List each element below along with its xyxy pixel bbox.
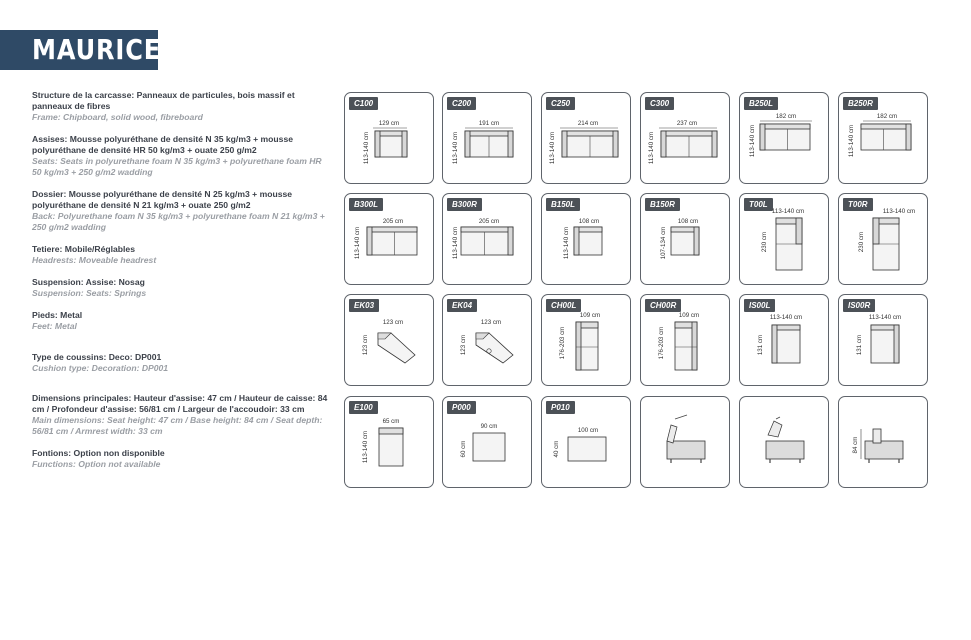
depth-label: 113-140 cm <box>363 131 370 165</box>
module-drawing <box>443 93 531 183</box>
module-drawing <box>345 194 433 284</box>
island-plan <box>772 325 800 363</box>
module-drawing <box>641 295 729 385</box>
module-card-ch00r <box>640 294 730 386</box>
width-label: 113-140 cm <box>882 208 916 215</box>
width-label: 237 cm <box>676 120 698 127</box>
spec-fr: Pieds: Metal <box>32 310 83 320</box>
module-drawing <box>542 397 630 487</box>
module-code-tag: B150L <box>546 198 580 211</box>
module-code-tag: C300 <box>645 97 674 110</box>
width-label: 113-140 cm <box>868 314 902 321</box>
width-label: 108 cm <box>677 218 699 225</box>
sofa-plan <box>465 131 513 157</box>
depth-label: 131 cm <box>856 334 863 356</box>
module-card-b300r <box>442 193 532 285</box>
depth-label: 113-140 cm <box>354 226 361 260</box>
spec-en: Suspension: Seats: Springs <box>32 288 147 298</box>
height-label: 84 cm <box>852 436 859 454</box>
sofa-plan <box>367 227 417 255</box>
spec-back <box>32 189 332 233</box>
sofa-plan <box>760 124 810 150</box>
module-card-t00l <box>739 193 829 285</box>
depth-label: 60 cm <box>460 440 467 458</box>
spec-fr: Tetiere: Mobile/Réglables <box>32 244 135 254</box>
module-code-tag: EK04 <box>447 299 477 312</box>
module-code-tag: C250 <box>546 97 575 110</box>
spec-frame <box>32 90 332 123</box>
spec-dimensions <box>32 393 332 437</box>
module-drawing <box>740 295 828 385</box>
side-view-card <box>640 396 730 488</box>
depth-label: 230 cm <box>858 231 865 253</box>
module-card-ch00l <box>541 294 631 386</box>
corner-wedge-plan <box>378 333 415 363</box>
width-label: 191 cm <box>478 120 500 127</box>
sofa-plan <box>461 227 513 255</box>
depth-label: 107-134 cm <box>660 226 667 260</box>
depth-label: 176-203 cm <box>658 326 665 360</box>
module-drawing <box>641 194 729 284</box>
side-profile <box>861 429 903 463</box>
module-card-t00r <box>838 193 928 285</box>
width-label: 182 cm <box>876 113 898 120</box>
width-label: 205 cm <box>382 218 404 225</box>
spec-fr: Fontions: Option non disponible <box>32 448 165 458</box>
module-code-tag: P010 <box>546 401 575 414</box>
module-card-ek04 <box>442 294 532 386</box>
spec-en: Cushion type: Decoration: DP001 <box>32 363 169 373</box>
corner-plan <box>776 218 802 270</box>
width-label: 113-140 cm <box>771 208 805 215</box>
brand-title-bar <box>0 30 162 70</box>
spec-en: Feet: Metal <box>32 321 77 331</box>
module-code-tag: IS00L <box>744 299 775 312</box>
sofa-plan <box>861 124 911 150</box>
spec-headrest <box>32 244 332 266</box>
sofa-plan <box>375 131 407 157</box>
headrest-line <box>675 415 687 419</box>
side-view-drawing <box>839 397 927 487</box>
depth-label: 113-140 cm <box>749 124 756 158</box>
chaise-plan <box>675 322 697 370</box>
module-code-tag: B250L <box>744 97 778 110</box>
depth-label: 113-140 cm <box>648 131 655 165</box>
spec-en: Seats: Seats in polyurethane foam N 35 kg/m3 + polyurethane foam HR 50 kg/m3 + 250 g/m2 wadding <box>32 156 322 177</box>
side-view-drawing <box>641 397 729 487</box>
width-label: 109 cm <box>678 312 700 319</box>
depth-label: 113-140 cm <box>549 131 556 165</box>
module-card-is00r <box>838 294 928 386</box>
module-card-e100 <box>344 396 434 488</box>
width-label: 65 cm <box>382 418 400 425</box>
spec-en: Frame: Chipboard, solid wood, fibreboard <box>32 112 203 122</box>
spec-fr: Type de coussins: Deco: DP001 <box>32 352 162 362</box>
module-drawing <box>641 93 729 183</box>
module-card-b250l <box>739 92 829 184</box>
headrest-line <box>776 417 780 419</box>
module-drawing <box>839 93 927 183</box>
island-plan <box>871 325 899 363</box>
module-code-tag: B250R <box>843 97 878 110</box>
module-drawing <box>345 397 433 487</box>
spec-suspension <box>32 277 332 299</box>
module-card-c200 <box>442 92 532 184</box>
spec-en: Headrests: Moveable headrest <box>32 255 157 265</box>
module-drawing <box>443 397 531 487</box>
module-code-tag: E100 <box>349 401 378 414</box>
module-card-b300l <box>344 193 434 285</box>
depth-label: 131 cm <box>757 334 764 356</box>
width-label: 129 cm <box>378 120 400 127</box>
module-code-tag: C100 <box>349 97 378 110</box>
chaise-plan <box>576 322 598 370</box>
spec-seats <box>32 134 332 178</box>
module-drawing <box>740 93 828 183</box>
depth-label: 113-140 cm <box>848 124 855 158</box>
side-view-drawing <box>740 397 828 487</box>
width-label: 109 cm <box>579 312 601 319</box>
module-drawing <box>839 194 927 284</box>
module-code-tag: CH00R <box>645 299 681 312</box>
width-label: 90 cm <box>480 423 498 430</box>
depth-label: 176-203 cm <box>559 326 566 360</box>
sofa-plan <box>671 227 699 255</box>
module-card-p000 <box>442 396 532 488</box>
depth-label: 113-140 cm <box>563 226 570 260</box>
module-drawing <box>345 295 433 385</box>
module-code-tag: C200 <box>447 97 476 110</box>
spec-en: Main dimensions: Seat height: 47 cm / Base height: 84 cm / Seat depth: 56/81 cm / Armrest width: 33 cm <box>32 415 323 436</box>
module-card-p010 <box>541 396 631 488</box>
width-label: 123 cm <box>382 319 404 326</box>
pouf-plan <box>473 433 505 461</box>
width-label: 113-140 cm <box>769 314 803 321</box>
spec-fr: Assises: Mousse polyuréthane de densité N 35 kg/m3 + mousse polyuréthane de densité HR 50 kg/m3 + ouate 250 g/m2 <box>32 134 294 155</box>
depth-label: 123 cm <box>460 334 467 356</box>
table-plan <box>568 437 606 461</box>
depth-label: 40 cm <box>553 440 560 458</box>
spec-cushion <box>32 352 332 374</box>
module-drawing <box>542 295 630 385</box>
spec-en: Functions: Option not available <box>32 459 161 469</box>
spec-fr: Structure de la carcasse: Panneaux de particules, bois massif et panneaux de fibres <box>32 90 295 111</box>
module-drawing <box>542 93 630 183</box>
module-drawing <box>740 194 828 284</box>
side-view-card <box>739 396 829 488</box>
module-drawing <box>443 194 531 284</box>
width-label: 123 cm <box>480 319 502 326</box>
depth-label: 230 cm <box>761 231 768 253</box>
spec-functions <box>32 448 332 470</box>
width-label: 205 cm <box>478 218 500 225</box>
spec-fr: Dossier: Mousse polyuréthane de densité N 25 kg/m3 + mousse polyuréthane de densité N 21 kg/m3 + ouate 250 g/m2 <box>32 189 293 210</box>
module-drawing <box>443 295 531 385</box>
depth-label: 113-140 cm <box>452 226 459 260</box>
width-label: 182 cm <box>775 113 797 120</box>
sofa-plan <box>574 227 602 255</box>
module-code-tag: P000 <box>447 401 476 414</box>
module-card-b250r <box>838 92 928 184</box>
module-code-tag: CH00L <box>546 299 581 312</box>
side-view-card <box>838 396 928 488</box>
sofa-plan <box>661 131 717 157</box>
depth-label: 123 cm <box>362 334 369 356</box>
spec-feet <box>32 310 332 332</box>
module-code-tag: B300L <box>349 198 383 211</box>
module-code-tag: EK03 <box>349 299 379 312</box>
end-module-plan <box>379 428 403 466</box>
corner-wedge-plan <box>476 333 513 363</box>
module-card-b150r <box>640 193 730 285</box>
module-code-tag: T00L <box>744 198 773 211</box>
module-card-c300 <box>640 92 730 184</box>
side-profile <box>667 415 705 463</box>
depth-label: 113-140 cm <box>362 430 369 464</box>
module-card-c250 <box>541 92 631 184</box>
sofa-plan <box>562 131 618 157</box>
width-label: 100 cm <box>577 427 599 434</box>
module-card-ek03 <box>344 294 434 386</box>
module-code-tag: T00R <box>843 198 873 211</box>
side-profile <box>766 417 804 463</box>
brand-title: MAURICE <box>32 33 162 66</box>
depth-label: 113-140 cm <box>452 131 459 165</box>
specifications-list <box>32 90 332 481</box>
module-code-tag: B150R <box>645 198 680 211</box>
width-label: 108 cm <box>578 218 600 225</box>
spec-fr: Suspension: Assise: Nosag <box>32 277 145 287</box>
corner-plan <box>873 218 899 270</box>
spec-fr: Dimensions principales: Hauteur d'assise: 47 cm / Hauteur de caisse: 84 cm / Profondeur d'assise: 56/81 cm / Largeur de l'accoudoir: 33 cm <box>32 393 328 414</box>
module-card-is00l <box>739 294 829 386</box>
module-code-tag: B300R <box>447 198 482 211</box>
module-card-b150l <box>541 193 631 285</box>
module-drawing <box>345 93 433 183</box>
module-drawing <box>839 295 927 385</box>
module-drawing <box>542 194 630 284</box>
spec-en: Back: Polyurethane foam N 35 kg/m3 + polyurethane foam N 21 kg/m3 + 250 g/m2 wadding <box>32 211 325 232</box>
width-label: 214 cm <box>577 120 599 127</box>
module-card-c100 <box>344 92 434 184</box>
module-code-tag: IS00R <box>843 299 875 312</box>
